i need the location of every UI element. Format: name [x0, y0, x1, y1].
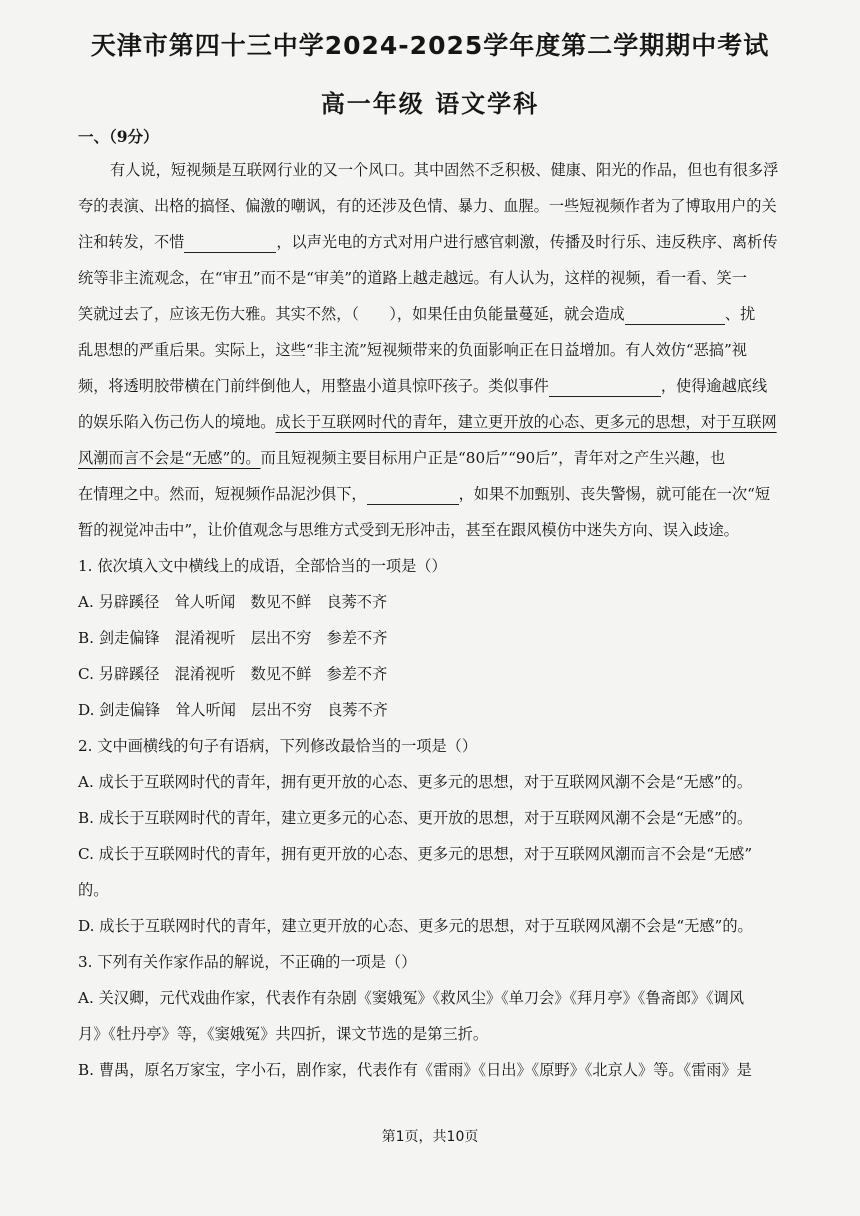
- question-stem: 2. 文中画横线的句子有语病，下列修改最恰当的一项是（）: [78, 737, 478, 755]
- fill-blank-2: [625, 304, 725, 325]
- question-stem: 3. 下列有关作家作品的解说，不正确的一项是（）: [78, 953, 417, 971]
- option-a: A. 关汉卿，元代戏曲作家，代表作有杂剧《窦娥冤》《救风尘》《单刀会》《拜月亭》《鲁斋郎》《调风: [78, 989, 745, 1007]
- exam-title: 天津市第四十三中学2024-2025学年度第二学期期中考试: [90, 31, 770, 60]
- underlined-sentence: 风潮而言不会是“无感”的。: [78, 449, 261, 467]
- reading-passage: [78, 152, 802, 548]
- option-b: B. 成长于互联网时代的青年，建立更多元的心态、更开放的思想，对于互联网风潮不会是“无感”的。: [78, 809, 753, 827]
- option-a: A. 另辟蹊径 耸人听闻 数见不鲜 良莠不齐: [78, 593, 388, 611]
- passage-line: 笑就过去了，应该无伤大雅。其实不然，（ ），如果任由负能量蔓延，就会造成 、扰: [78, 305, 756, 323]
- passage-line: 统等非主流观念，在“审丑”而不是“审美”的道路上越走越远。有人认为，这样的视频，看一看、笑一: [78, 269, 747, 287]
- option-b: B. 剑走偏锋 混淆视听 层出不穷 参差不齐: [78, 629, 388, 647]
- underlined-sentence: 成长于互联网时代的青年，建立更开放的心态、更多元的思想，对于互联网: [275, 413, 777, 431]
- fill-blank-1: [184, 232, 276, 253]
- passage-line: 暂的视觉冲击中”，让价值观念与思维方式受到无形冲击，甚至在跟风模仿中迷失方向、误入歧途。: [78, 521, 739, 539]
- question-stem: 1. 依次填入文中横线上的成语，全部恰当的一项是（）: [78, 557, 447, 575]
- option-c: C. 另辟蹊径 混淆视听 数见不鲜 参差不齐: [78, 665, 388, 683]
- fill-blank-3: [549, 376, 661, 397]
- passage-line: 在情理之中。然而，短视频作品泥沙俱下， ，如果不加甄别、丧失警惕，就可能在一次“短: [78, 485, 771, 503]
- option-d: D. 剑走偏锋 耸人听闻 层出不穷 良莠不齐: [78, 701, 388, 719]
- fill-blank-4: [367, 484, 459, 505]
- option-b: B. 曹禺，原名万家宝，字小石，剧作家，代表作有《雷雨》《日出》《原野》《北京人》等。《雷雨》是: [78, 1061, 752, 1079]
- exam-subtitle: 高一年级 语文学科: [320, 90, 540, 118]
- question-block: [78, 548, 802, 1088]
- passage-line: 有人说，短视频是互联网行业的又一个风口。其中固然不乏积极、健康、阳光的作品，但也有很多浮: [110, 161, 779, 179]
- section-label: 一、（9分）: [78, 127, 159, 146]
- passage-line: 的娱乐陷入伤己伤人的境地。成长于互联网时代的青年，建立更开放的心态、更多元的思想，对于互联网: [78, 413, 777, 431]
- option-a-continued: 月》《牡丹亭》等，《窦娥冤》共四折，课文节选的是第三折。: [78, 1025, 489, 1043]
- passage-line: 频，将透明胶带横在门前绊倒他人，用整蛊小道具惊吓孩子。类似事件 ，使得逾越底线: [78, 377, 768, 395]
- passage-line: 注和转发，不惜 ，以声光电的方式对用户进行感官刺激，传播及时行乐、违反秩序、离析传: [78, 233, 778, 251]
- page-number: 第1页，共10页: [381, 1129, 479, 1145]
- passage-line: 风潮而言不会是“无感”的。而且短视频主要目标用户正是“80后”“90后”，青年对之产生兴趣，也: [78, 449, 726, 467]
- passage-line: 乱思想的严重后果。实际上，这些“非主流”短视频带来的负面影响正在日益增加。有人效仿“恶搞”视: [78, 341, 747, 359]
- option-c: C. 成长于互联网时代的青年，拥有更开放的心态、更多元的思想，对于互联网风潮而言不会是“无感”: [78, 845, 753, 863]
- passage-line: 夸的表演、出格的搞怪、偏激的嘲讽，有的还涉及色情、暴力、血腥。一些短视频作者为了博取用户的关: [78, 197, 777, 215]
- option-c-continued: 的。: [78, 881, 109, 899]
- option-d: D. 成长于互联网时代的青年，建立更开放的心态、更多元的思想，对于互联网风潮不会是“无感”的。: [78, 917, 753, 935]
- option-a: A. 成长于互联网时代的青年，拥有更开放的心态、更多元的思想，对于互联网风潮不会是“无感”的。: [78, 773, 753, 791]
